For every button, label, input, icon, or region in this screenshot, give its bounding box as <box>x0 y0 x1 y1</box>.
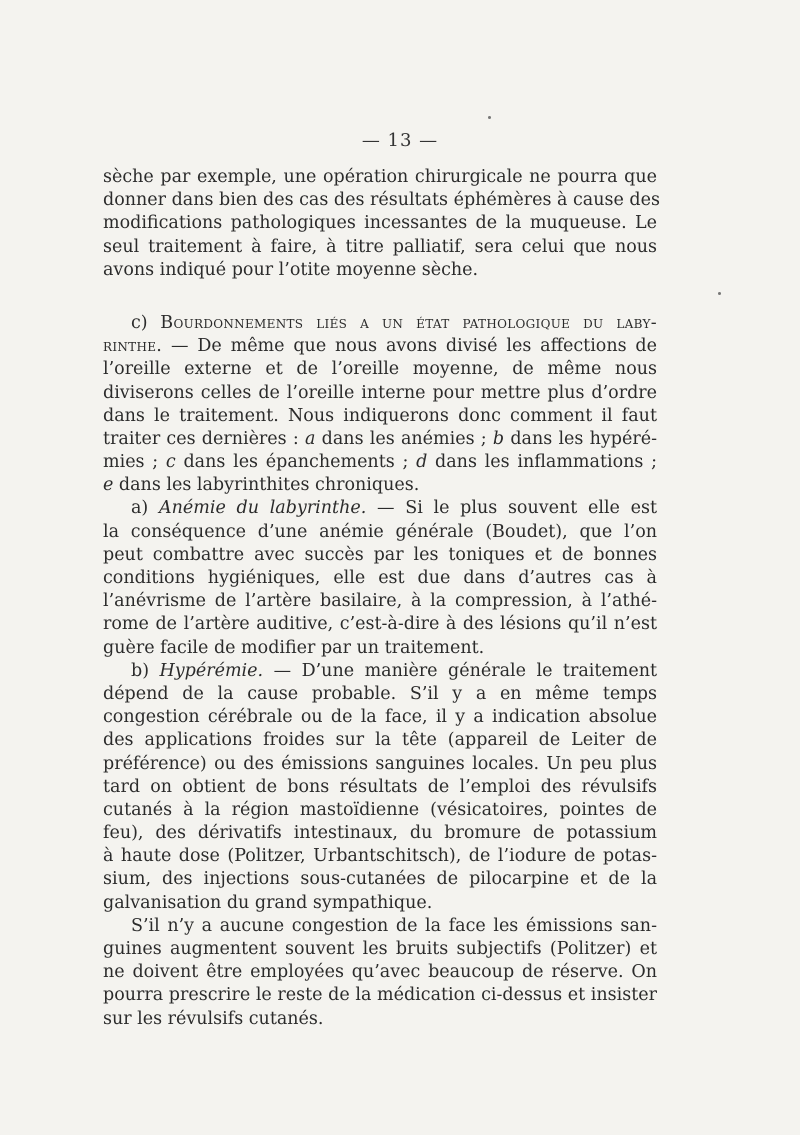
text-line: guère facile de modifier par un traitement. <box>103 637 485 658</box>
text-line: avons indiqué pour l’otite moyenne sèche. <box>103 259 479 280</box>
text-line: sèche par exemple, une opération chirurgicale ne pourra que <box>103 167 657 187</box>
text-line: à haute dose (Politzer, Urbantschitsch), de l’iodure de potas- <box>103 846 657 867</box>
section-b-title: Hypérémie. <box>159 660 264 681</box>
paragraph-gap <box>103 282 657 312</box>
text-line: sur les révulsifs cutanés. <box>103 1008 324 1029</box>
text-line: guines augmentent souvent les bruits subjectifs (Politzer) et <box>103 939 657 959</box>
text-line: la conséquence d’une anémie générale (Boudet), que l’on <box>103 521 657 542</box>
text-line: des applications froides sur la tête (appareil de Leiter de <box>103 730 657 751</box>
section-c-heading <box>103 312 657 335</box>
text-line: dépend de la cause probable. S’il y a en même temps <box>103 683 657 704</box>
text-line: galvanisation du grand sympathique. <box>103 892 433 913</box>
text-line: peut combattre avec succès par les toniques et de bonnes <box>103 544 657 565</box>
text-line: l’oreille externe et de l’oreille moyenne, de même nous <box>103 359 657 380</box>
text-line: seul traitement à faire, à titre palliatif, sera celui que nous <box>103 236 657 257</box>
text-line: feu), des dérivatifs intestinaux, du bromure de potassium <box>103 823 657 844</box>
text-line: dans le traitement. Nous indiquerons donc comment il faut <box>103 405 657 426</box>
text-line: rinthe. — De même que nous avons divisé les affections de <box>103 336 657 357</box>
text-line: tard on obtient de bons résultats de l’emploi des révulsifs <box>103 776 657 797</box>
section-a-heading: a) Anémie du labyrinthe. — Si le plus souvent elle est <box>131 498 657 519</box>
text-line: ne doivent être employées qu’avec beaucoup de réserve. On <box>103 962 657 983</box>
body-text <box>103 166 660 1031</box>
text-line: modifications pathologiques incessantes de la muqueuse. Le <box>103 213 657 234</box>
speck-mark <box>718 292 721 295</box>
text-line: traiter ces dernières : a dans les anémies ; b dans les hypéré- <box>103 428 657 449</box>
section-c-title-end: rinthe. <box>103 336 163 357</box>
text-line: mies ; c dans les épanchements ; d dans les inflammations ; <box>103 452 657 473</box>
page-number: — 13 — <box>361 130 439 151</box>
text-line: S’il n’y a aucune congestion de la face les émissions san- <box>131 915 657 936</box>
text-line: rome de l’artère auditive, c’est-à-dire à des lésions qu’il n’est <box>103 614 657 635</box>
section-a-title: Anémie du labyrinthe. <box>158 498 367 519</box>
speck-mark <box>488 116 491 119</box>
text-line: pourra prescrire le reste de la médication ci-dessus et insister <box>103 985 657 1006</box>
text-line: sium, des injections sous-cutanées de pilocarpine et de la <box>103 869 657 890</box>
text-line: e dans les labyrinthites chroniques. <box>103 475 420 496</box>
text-line: cutanés à la région mastoïdienne (vésicatoires, pointes de <box>103 799 657 820</box>
text-line: préférence) ou des émissions sanguines locales. Un peu plus <box>103 753 657 774</box>
text-line: l’anévrisme de l’artère basilaire, à la compression, à l’athé- <box>103 591 657 612</box>
section-b-heading: b) Hypérémie. — D’une manière générale le traitement <box>131 660 657 681</box>
section-c-label: c) <box>131 312 161 333</box>
text-line: donner dans bien des cas des résultats éphémères à cause des <box>103 190 660 211</box>
section-c-title: Bourdonnements liés a un état pathologique du laby- <box>160 312 657 333</box>
text-line: diviserons celles de l’oreille interne pour mettre plus d’ordre <box>103 382 657 403</box>
text-line: congestion cérébrale ou de la face, il y a indication absolue <box>103 707 657 728</box>
text-line: conditions hygiéniques, elle est due dans d’autres cas à <box>103 568 657 588</box>
